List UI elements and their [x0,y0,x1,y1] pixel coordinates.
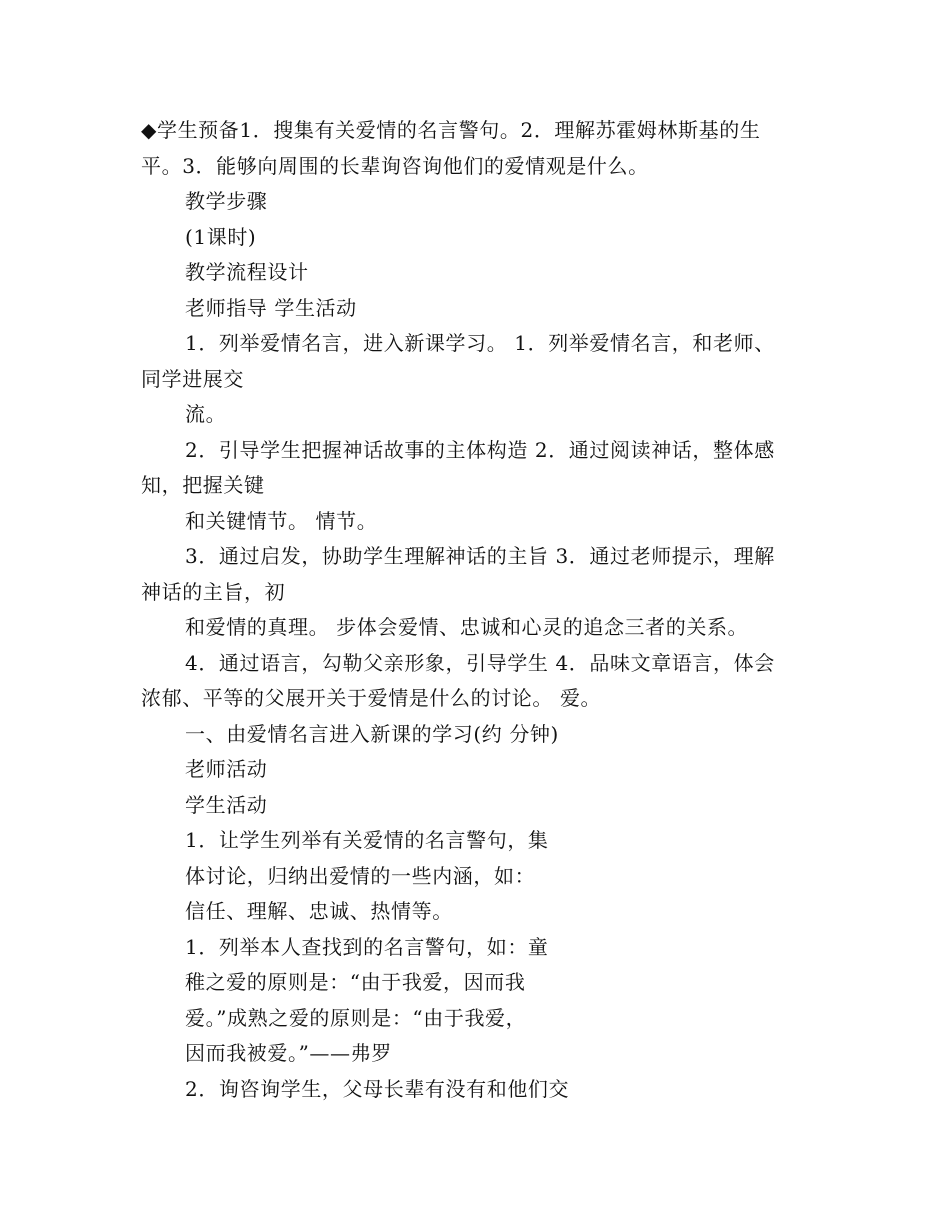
text-line: 3．通过启发，协助学生理解神话的主旨 3．通过老师提示，理解 [185,544,775,568]
text-line: 体讨论，归纳出爱情的一些内涵，如： [185,863,536,888]
text-line: (1课时) [185,224,257,249]
text-line: ◆学生预备1．搜集有关爱情的名言警句。2．理解苏霍姆林斯基的生 [141,118,761,142]
text-line: 1．让学生列举有关爱情的名言警句，集 [185,828,549,852]
text-line: 同学进展交 [141,366,244,391]
text-line: 因而我被爱。”——弗罗 [185,1041,392,1065]
document-body [141,113,816,1107]
text-line: 一、由爱情名言进入新课的学习(约 分钟) [185,721,559,746]
text-line: 神话的主旨，初 [141,579,286,604]
text-line: 学生活动 [185,792,268,817]
text-line: 2．引导学生把握神话故事的主体构造 2．通过阅读神话，整体感 [185,437,775,462]
text-line: 1．列举爱情名言，进入新课学习。 1．列举爱情名言，和老师、 [185,331,775,355]
text-line: 稚之爱的原则是：“由于我爱，因而我 [185,970,526,994]
text-line: 教学流程设计 [185,260,309,284]
text-line: 和爱情的真理。 步体会爱情、忠诚和心灵的追念三者的关系。 [185,615,749,639]
text-line: 2．询咨询学生，父母长辈有没有和他们交 [185,1076,570,1101]
text-line: 知，把握关键 [141,473,265,497]
text-line: 信任、理解、忠诚、热情等。 [185,899,453,923]
text-line: 4．通过语言，勾勒父亲形象，引导学生 4．品味文章语言，体会 [185,650,775,675]
text-line: 和关键情节。 情节。 [185,508,378,533]
text-line: 老师指导 学生活动 [185,295,357,320]
text-line: 教学步骤 [185,189,268,213]
text-line: 浓郁、平等的父展开关于爱情是什么的讨论。 爱。 [141,686,602,710]
text-line: 爱。”成熟之爱的原则是：“由于我爱， [185,1005,527,1030]
text-line: 老师活动 [185,757,268,781]
text-line: 平。3．能够向周围的长辈询咨询他们的爱情观是什么。 [141,153,649,178]
text-line: 1．列举本人查找到的名言警句，如：童 [185,934,549,959]
text-line: 流。 [185,402,227,426]
